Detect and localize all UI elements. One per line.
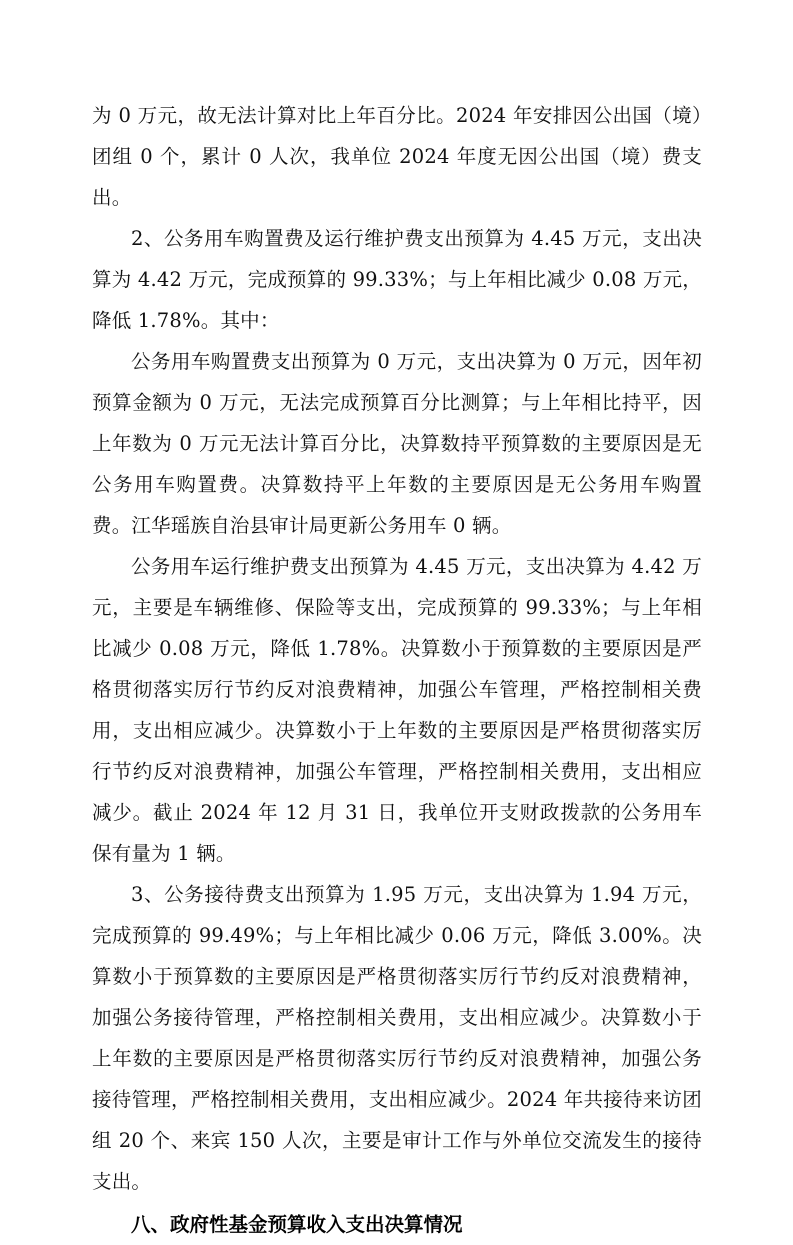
heading-section-eight: 八、政府性基金预算收入支出决算情况 [131,1213,463,1236]
paragraph-vehicle-total: 2、公务用车购置费及运行维护费支出预算为 4.45 万元，支出决算为 4.42 万元，完成预算的 99.33%；与上年相比减少 0.08 万元，降低 1.78%。其中： [92,227,702,332]
paragraph-continued-1: 为 0 万元，故无法计算对比上年百分比。2024 年安排因公出国（境）团组 0 个，累计 0 人次，我单位 2024 年度无因公出国（境）费支出。 [92,104,702,209]
paragraph-vehicle-maintenance: 公务用车运行维护费支出预算为 4.45 万元，支出决算为 4.42 万元，主要是车辆维修、保险等支出，完成预算的 99.33%；与上年相比减少 0.08 万元，降低 1.78%。决算数小于预算数的主要原因是严格贯彻落实厉行节约反对浪费精神，加强公车管理，严格控制相关费用，支出相应减少。决算数小于上年数的主要原因是严格贯彻落实厉行节约反对浪费精神，加强公车管理，严格控制相关费用，支出相应减少。截止 2024 年 12 月 31 日，我单位开支财政拨款的公务用车保有量为 1 辆。 [92,555,702,865]
paragraph-vehicle-purchase: 公务用车购置费支出预算为 0 万元，支出决算为 0 万元，因年初预算金额为 0 万元，无法完成预算百分比测算；与上年相比持平，因上年数为 0 万元无法计算百分比，决算数持平预算数的主要原因是无公务用车购置费。决算数持平上年数的主要原因是无公务用车购置费。江华瑶族自治县审计局更新公务用车 0 辆。 [92,350,702,537]
document-body [92,95,702,1245]
paragraph-reception: 3、公务接待费支出预算为 1.95 万元，支出决算为 1.94 万元，完成预算的 99.49%；与上年相比减少 0.06 万元，降低 3.00%。决算数小于预算数的主要原因是严格贯彻落实厉行节约反对浪费精神，加强公务接待管理，严格控制相关费用，支出相应减少。决算数小于上年数的主要原因是严格贯彻落实厉行节约反对浪费精神，加强公务接待管理，严格控制相关费用，支出相应减少。2024 年共接待来访团组 20 个、来宾 150 人次，主要是审计工作与外单位交流发生的接待支出。 [92,883,702,1193]
